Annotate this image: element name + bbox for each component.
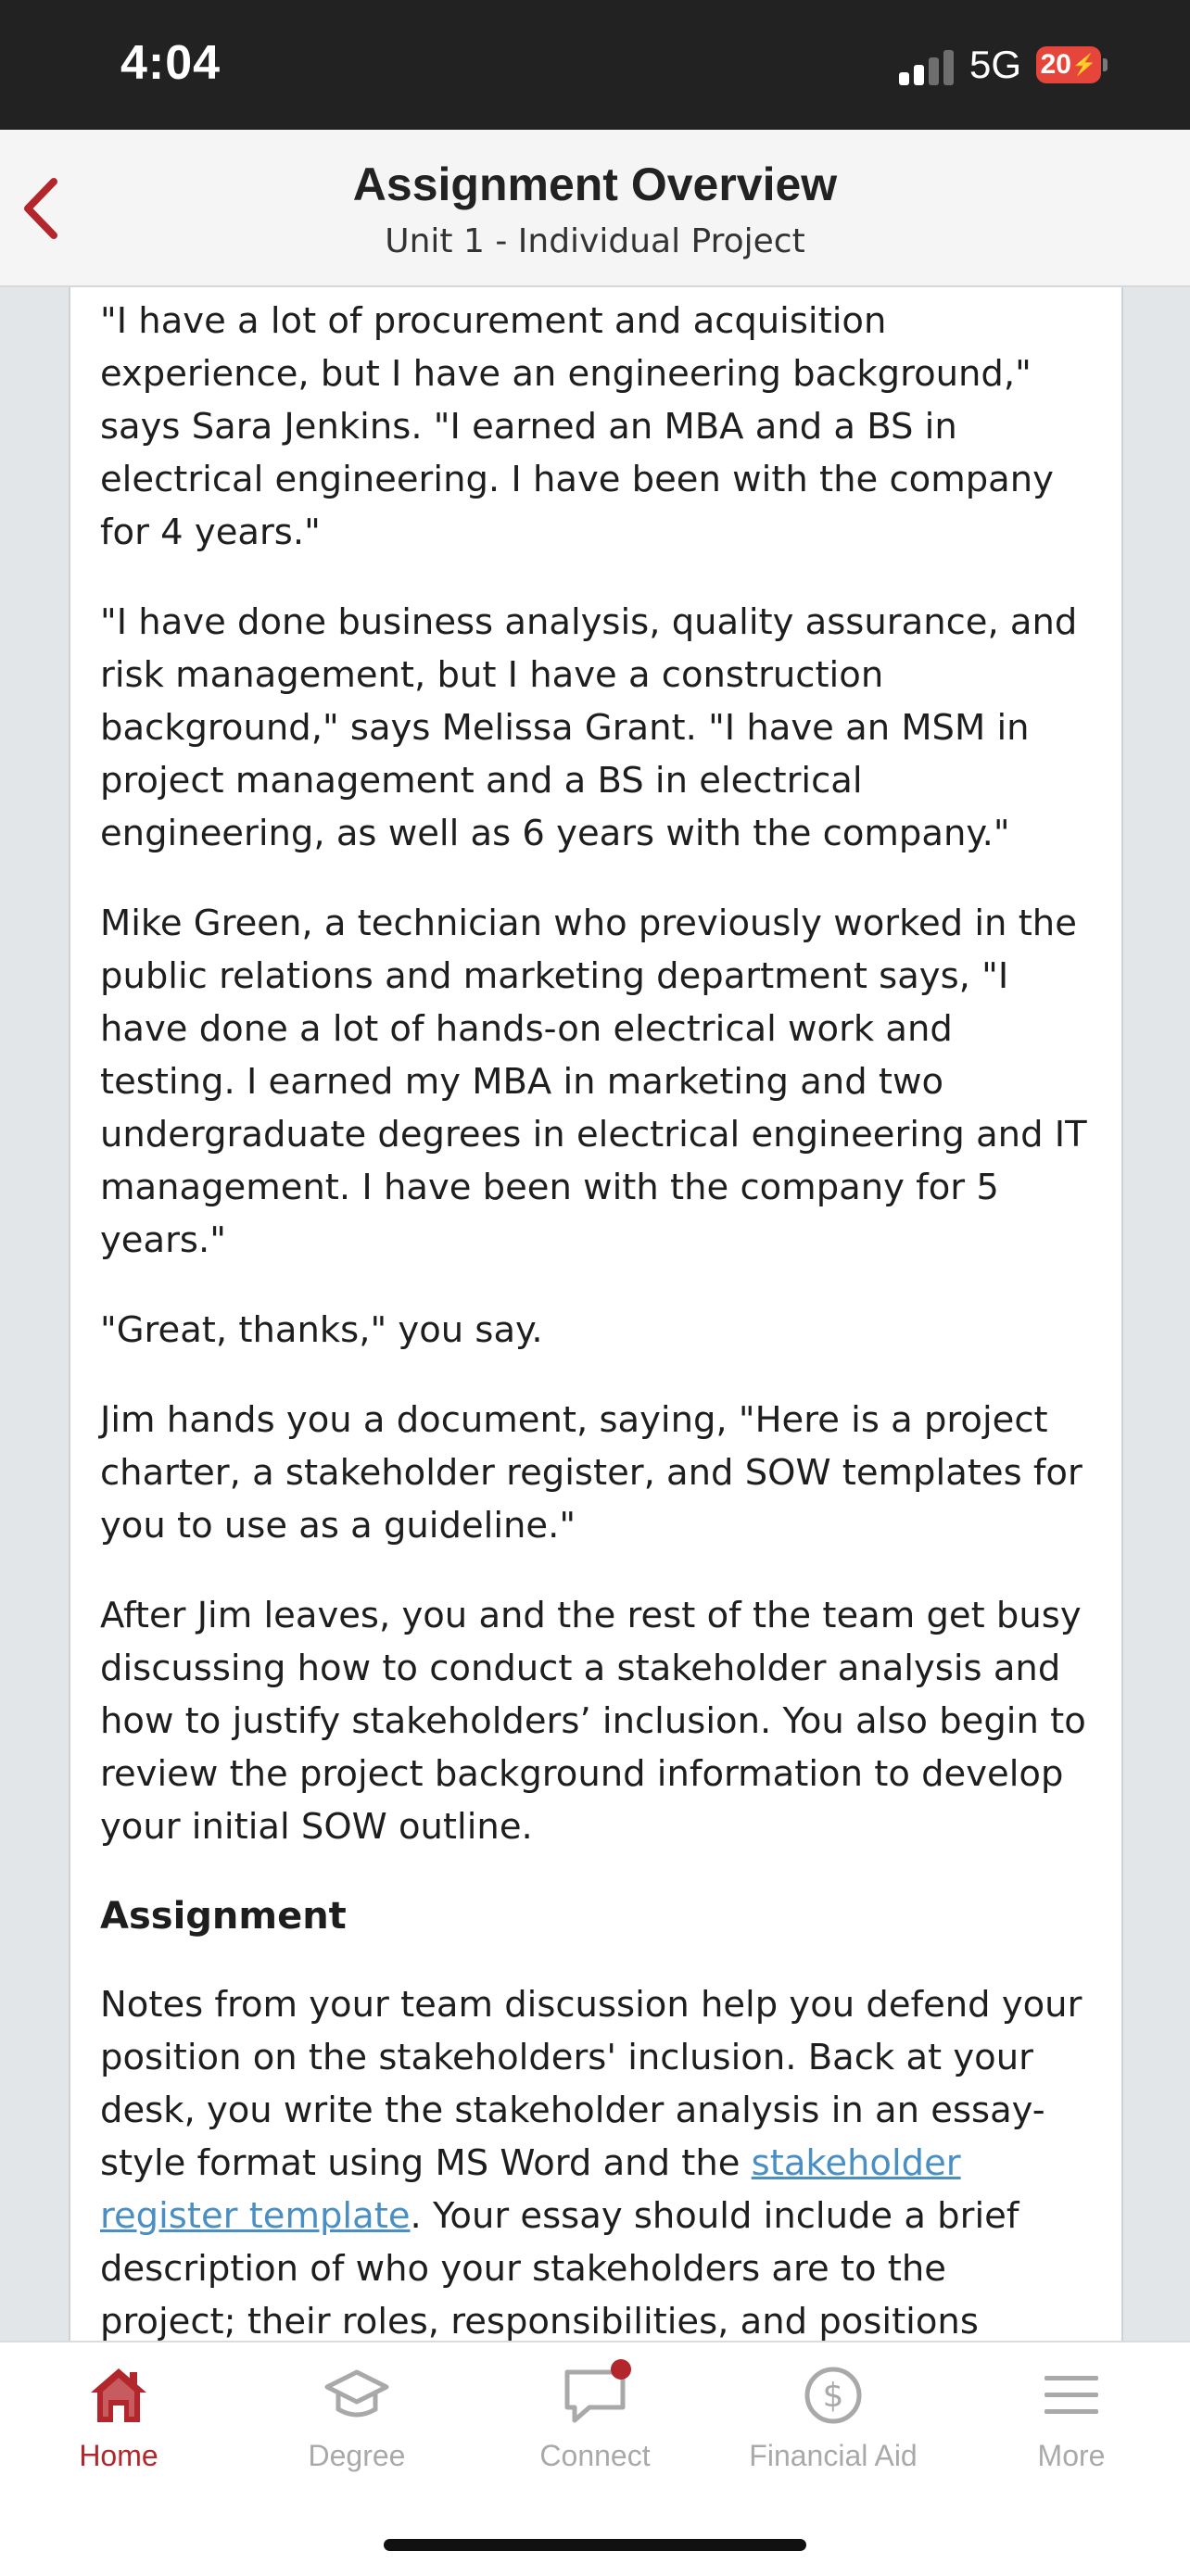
- tab-more[interactable]: [953, 2361, 1190, 2491]
- svg-text:$: $: [822, 2377, 844, 2415]
- tab-home[interactable]: [0, 2361, 237, 2491]
- menu-icon: [1043, 2372, 1100, 2418]
- tab-financial-aid[interactable]: [715, 2361, 952, 2491]
- tab-financial-aid-label: Financial Aid: [749, 2439, 918, 2472]
- tab-connect-label: Connect: [539, 2439, 651, 2472]
- paragraph-assignment: [100, 1978, 1090, 2341]
- paragraph-sara-jenkins: "I have a lot of procurement and acquisition experience, but I have an engineering background," says Sara Jenkins. "I earned an MBA and a BS in electrical engineering. I have been with the company for 4 years.": [100, 300, 1054, 553]
- notification-dot: [611, 2359, 631, 2380]
- stakeholder-register-template-link[interactable]: stakeholder register template: [100, 2142, 961, 2237]
- graduation-cap-icon: [323, 2367, 390, 2424]
- assignment-text-start: Notes from your team discussion help you defend your position on the stakeholders' inclusion. Back at your desk, you write the stakeholder analysis in an essay-style format using MS Word and the: [100, 1984, 1082, 2184]
- tab-degree[interactable]: [238, 2361, 475, 2491]
- tab-home-label: Home: [79, 2439, 158, 2472]
- network-type: 5G: [969, 43, 1022, 86]
- assignment-heading: Assignment: [100, 1895, 347, 1938]
- status-bar: [0, 0, 1190, 130]
- paragraph-great-thanks: "Great, thanks," you say.: [100, 1309, 543, 1351]
- page-subtitle: Unit 1 - Individual Project: [385, 222, 805, 260]
- paragraph-after-jim-leaves: After Jim leaves, you and the rest of the team get busy discussing how to conduct a stakeholder analysis and how to justify stakeholders’ inclusion. You also begin to review the project background information to develop your initial SOW outline.: [100, 1595, 1086, 1848]
- dollar-circle-icon: [803, 2365, 864, 2426]
- paragraph-mike-green: Mike Green, a technician who previously worked in the public relations and marketing department says, "I have done a lot of hands-on electrical work and testing. I earned my MBA in marketing and two undergraduate degrees in electrical engineering and IT management. I have been with the company for 5 years.": [100, 903, 1087, 1261]
- paragraph-melissa-grant: "I have done business analysis, quality assurance, and risk management, but I have a construction background," says Melissa Grant. "I have an MSM in project management and a BS in electrical engineering, as well as 6 years with the company.": [100, 601, 1078, 854]
- home-indicator[interactable]: [384, 2539, 806, 2551]
- paragraph-jim-document: Jim hands you a document, saying, "Here is a project charter, a stakeholder register, and SOW templates for you to use as a guideline.": [100, 1399, 1082, 1547]
- page-title: Assignment Overview: [352, 158, 838, 210]
- cellular-signal-icon: [899, 48, 955, 85]
- battery-level: 20: [1040, 49, 1071, 80]
- tab-degree-label: Degree: [308, 2439, 406, 2472]
- bottom-tab-bar: [0, 2341, 1190, 2576]
- assignment-text-end: . Your essay should include a brief description of who your stakeholders are to the project; their roles, responsibilities, and positions: [100, 2195, 1019, 2341]
- tab-connect[interactable]: [476, 2361, 714, 2491]
- tab-more-label: More: [1037, 2439, 1106, 2472]
- assignment-content[interactable]: [69, 287, 1123, 2341]
- status-time: 4:04: [120, 36, 222, 90]
- home-icon: [88, 2365, 149, 2426]
- app-header: [0, 130, 1190, 287]
- battery-icon: 20 ⚡: [1036, 46, 1107, 83]
